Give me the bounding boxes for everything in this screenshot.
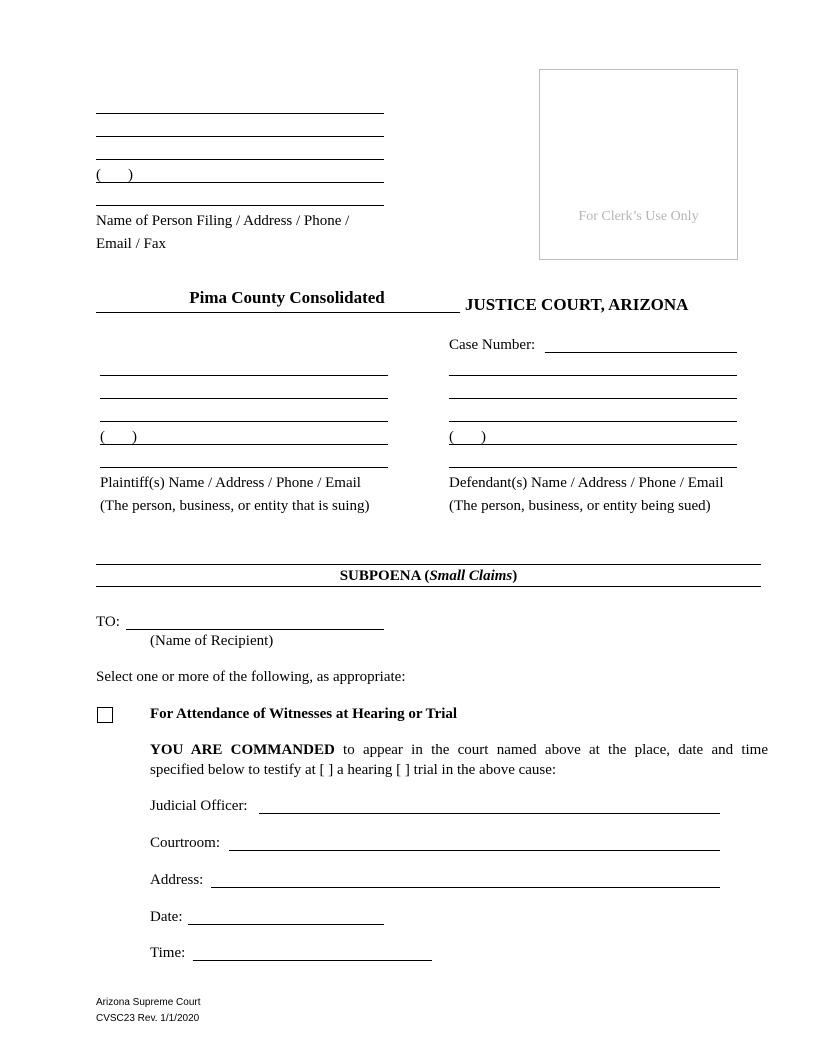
filer-line-1[interactable] bbox=[96, 113, 384, 114]
to-label: TO: bbox=[96, 614, 120, 630]
filer-phone-paren-close: ) bbox=[128, 167, 133, 183]
title-rule-top bbox=[96, 564, 761, 565]
plaintiff-caption-line1: Plaintiff(s) Name / Address / Phone / Email bbox=[100, 475, 361, 491]
defendant-line-5[interactable] bbox=[449, 467, 737, 468]
case-number-label: Case Number: bbox=[449, 337, 536, 353]
judicial-officer-input[interactable] bbox=[259, 813, 720, 814]
filer-line-2[interactable] bbox=[96, 136, 384, 137]
clerk-use-label: For Clerk’s Use Only bbox=[578, 209, 699, 224]
command-rest-text: to appear in the court named above at the place, date and time bbox=[334, 742, 769, 758]
plaintiff-line-5[interactable] bbox=[100, 467, 388, 468]
judicial-officer-label: Judicial Officer: bbox=[150, 798, 248, 814]
recipient-name-caption: (Name of Recipient) bbox=[150, 633, 274, 649]
case-number-input[interactable] bbox=[545, 352, 737, 353]
instructions-text: Select one or more of the following, as appropriate: bbox=[96, 669, 406, 685]
document-title-italic: Small Claims bbox=[429, 568, 513, 584]
plaintiff-line-2[interactable] bbox=[100, 398, 388, 399]
defendant-caption-line2: (The person, business, or entity being sued) bbox=[449, 498, 711, 514]
recipient-name-input[interactable] bbox=[126, 629, 384, 630]
filer-phone-paren-open: ( bbox=[96, 167, 101, 183]
attendance-heading: For Attendance of Witnesses at Hearing or Trial bbox=[150, 706, 458, 722]
date-input[interactable] bbox=[188, 924, 384, 925]
filer-phone-line[interactable] bbox=[96, 182, 384, 183]
defendant-phone-paren-open: ( bbox=[449, 429, 454, 445]
attendance-checkbox[interactable] bbox=[97, 707, 113, 723]
courtroom-label: Courtroom: bbox=[150, 835, 220, 851]
court-county-line bbox=[96, 312, 460, 313]
document-title-main: SUBPOENA ( bbox=[339, 568, 430, 584]
courtroom-input[interactable] bbox=[229, 850, 720, 851]
command-paragraph-line1 bbox=[150, 741, 768, 759]
time-label: Time: bbox=[150, 945, 186, 961]
command-paragraph-line2: specified below to testify at [ ] a hearing [ ] trial in the above cause: bbox=[150, 762, 557, 778]
address-input[interactable] bbox=[211, 887, 720, 888]
defendant-caption-line1: Defendant(s) Name / Address / Phone / Email bbox=[449, 475, 724, 491]
plaintiff-phone-paren-open: ( bbox=[100, 429, 105, 445]
title-rule-bottom bbox=[96, 586, 761, 587]
defendant-phone-line[interactable] bbox=[449, 444, 737, 445]
defendant-line-2[interactable] bbox=[449, 398, 737, 399]
court-county: Pima County Consolidated bbox=[189, 288, 385, 307]
plaintiff-line-3[interactable] bbox=[100, 421, 388, 422]
court-name: JUSTICE COURT, ARIZONA bbox=[465, 295, 689, 314]
footer-line1: Arizona Supreme Court bbox=[96, 997, 201, 1008]
filer-caption-line2: Email / Fax bbox=[96, 236, 166, 252]
defendant-line-3[interactable] bbox=[449, 421, 737, 422]
time-input[interactable] bbox=[193, 960, 432, 961]
filer-line-5[interactable] bbox=[96, 205, 384, 206]
defendant-phone-paren-close: ) bbox=[481, 429, 486, 445]
filer-line-3[interactable] bbox=[96, 159, 384, 160]
plaintiff-line-1[interactable] bbox=[100, 375, 388, 376]
document-title bbox=[96, 567, 761, 585]
command-bold-text: YOU ARE COMMANDED bbox=[150, 742, 335, 758]
defendant-line-1[interactable] bbox=[449, 375, 737, 376]
plaintiff-phone-line[interactable] bbox=[100, 444, 388, 445]
plaintiff-phone-paren-close: ) bbox=[132, 429, 137, 445]
address-label: Address: bbox=[150, 872, 204, 888]
footer-line2: CVSC23 Rev. 1/1/2020 bbox=[96, 1013, 200, 1024]
plaintiff-caption-line2: (The person, business, or entity that is suing) bbox=[100, 498, 370, 514]
filer-caption-line1: Name of Person Filing / Address / Phone / bbox=[96, 213, 350, 229]
document-title-close: ) bbox=[512, 568, 518, 584]
date-label: Date: bbox=[150, 909, 183, 925]
clerk-use-box bbox=[539, 69, 738, 260]
